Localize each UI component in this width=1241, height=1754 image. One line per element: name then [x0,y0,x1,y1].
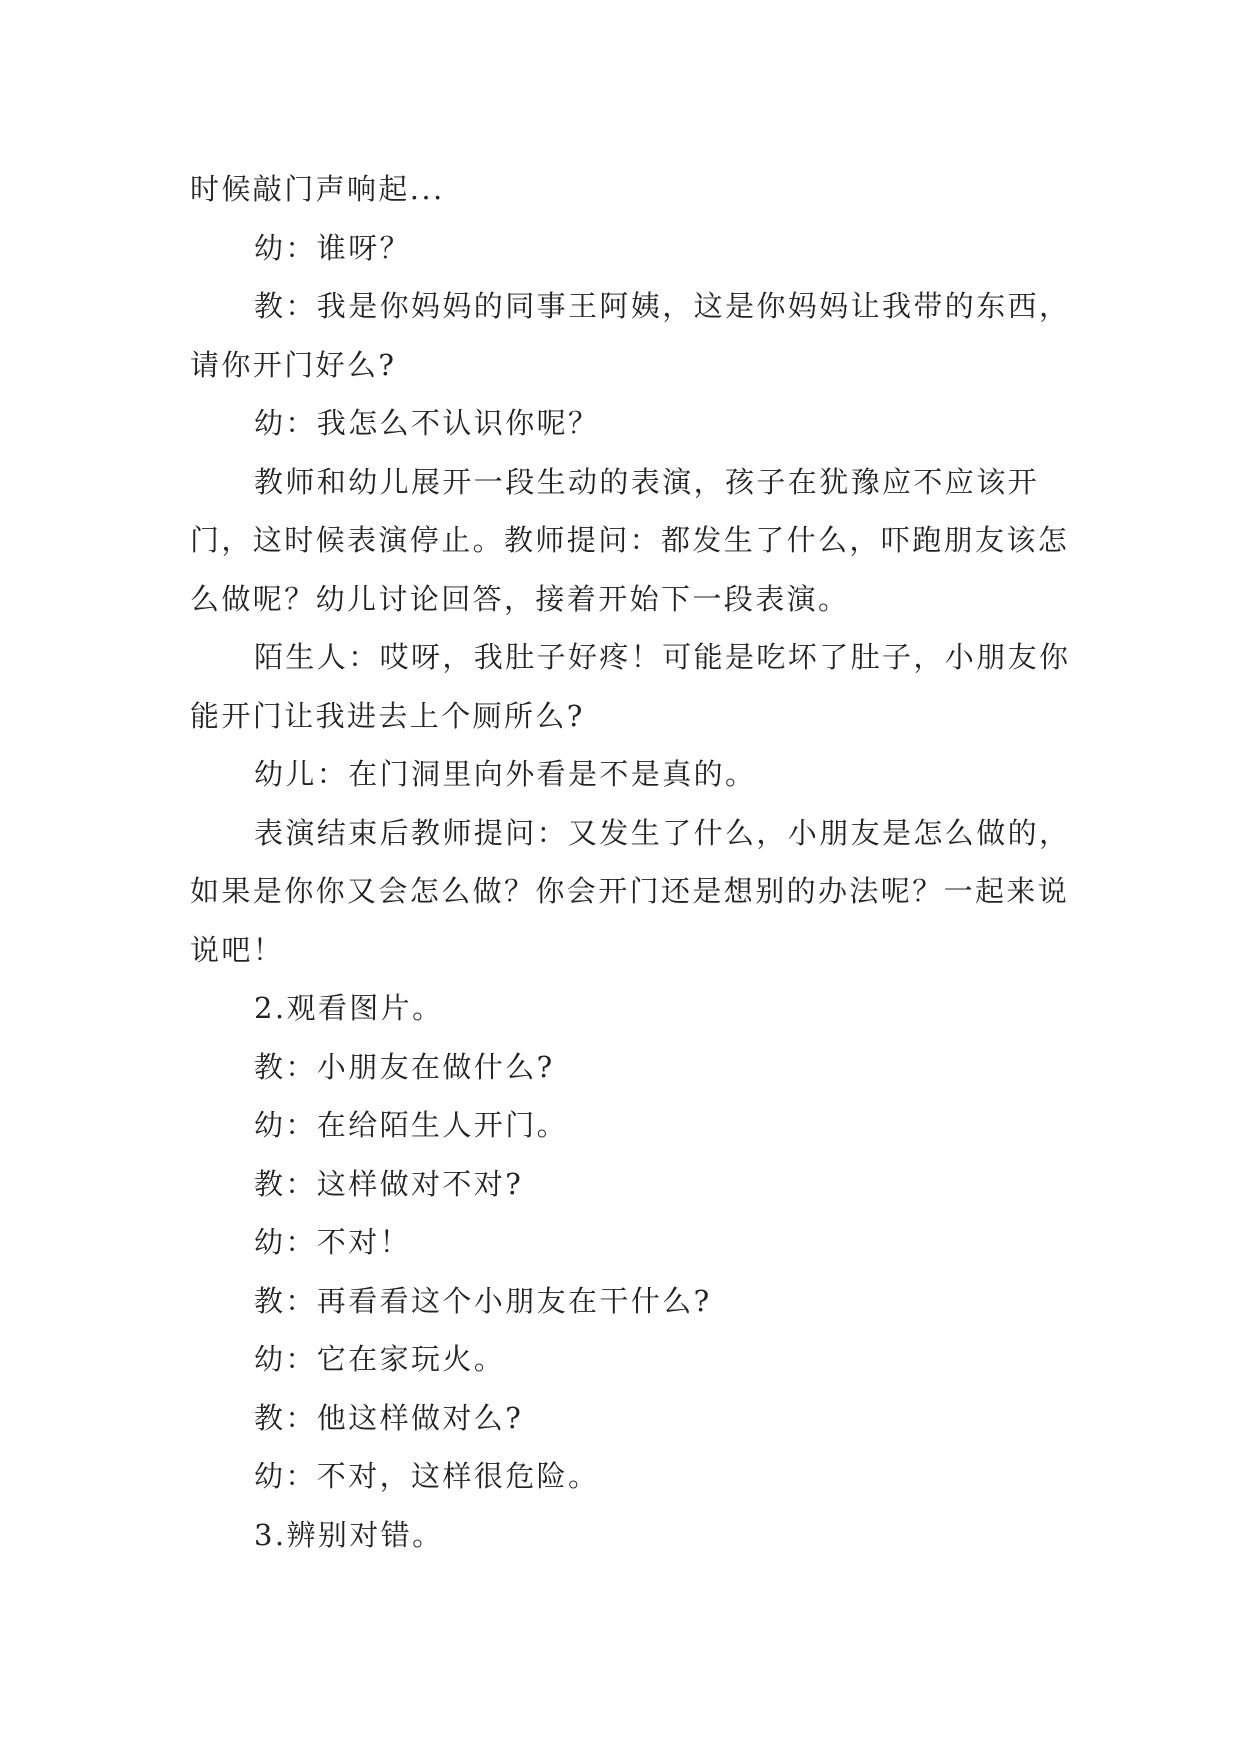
paragraph: 2.观看图片。 [254,991,444,1025]
paragraph: 陌生人：哎呀，我肚子好疼！可能是吃坏了肚子，小朋友你能开门让我进去上个厕所么? [190,640,1071,733]
paragraph: 幼：我怎么不认识你呢？ [254,406,600,440]
paragraph: 幼：它在家玩火。 [254,1342,506,1376]
document-body [190,160,1090,1564]
paragraph: 教：小朋友在做什么? [254,1049,555,1084]
paragraph: 教：我是你妈妈的同事王阿姨，这是你妈妈让我带的东西，请你开门好么? [190,289,1071,382]
paragraph: 幼：谁呀？ [254,230,412,265]
paragraph: 幼：不对！ [254,1225,412,1259]
paragraph: 时候敲门声响起... [190,172,445,206]
paragraph: 幼：不对，这样很危险。 [254,1459,600,1493]
paragraph: 教师和幼儿展开一段生动的表演，孩子在犹豫应不应该开门，这时候表演停止。教师提问：都发生了什么，吓跑朋友该怎么做呢？幼儿讨论回答，接着开始下一段表演。 [190,464,1070,616]
paragraph: 教：再看看这个小朋友在干什么? [254,1283,712,1318]
paragraph: 幼：在给陌生人开门。 [254,1108,569,1142]
paragraph: 教：这样做对不对? [254,1166,524,1201]
paragraph: 3.辨别对错。 [254,1517,444,1552]
paragraph: 教：他这样做对么? [254,1400,524,1435]
paragraph: 表演结束后教师提问：又发生了什么，小朋友是怎么做的，如果是你你又会怎么做？你会开门还是想别的办法呢？一起来说说吧！ [190,815,1071,967]
paragraph: 幼儿：在门洞里向外看是不是真的。 [254,757,757,791]
